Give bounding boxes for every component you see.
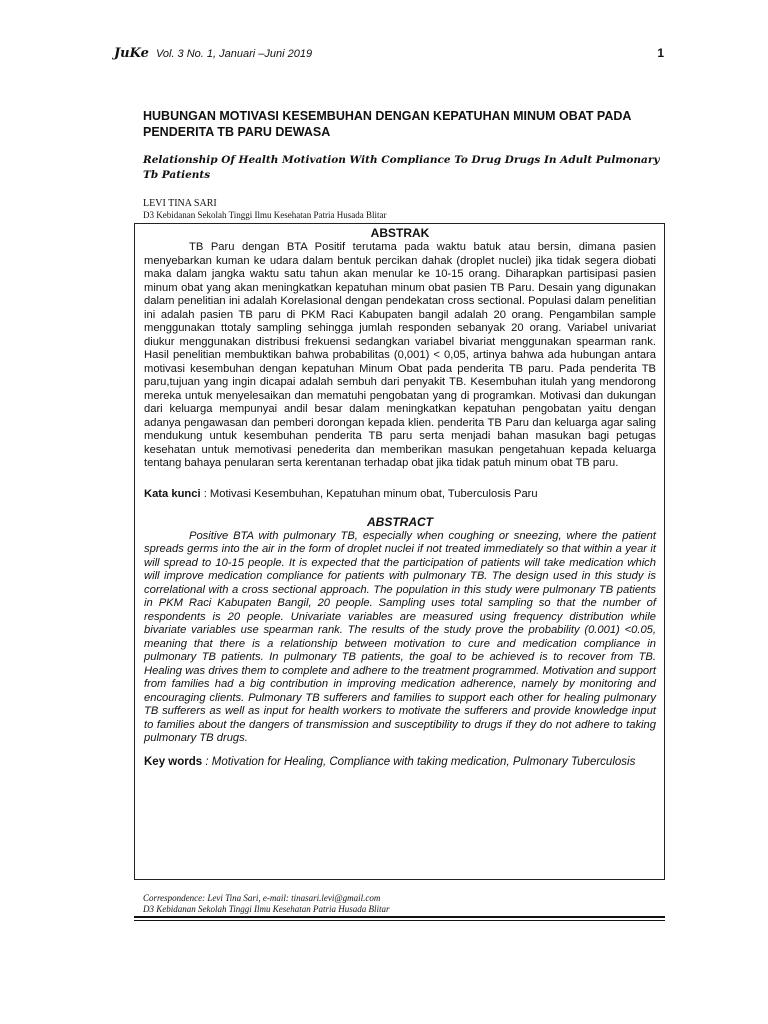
key-words-list: : Motivation for Healing, Compliance with taking medication, Pulmonary Tuberculosis (205, 755, 636, 768)
kata-kunci (144, 487, 656, 501)
abstract-heading: ABSTRACT (367, 514, 433, 529)
footer-rule (134, 916, 665, 918)
abstrak-heading: ABSTRAK (370, 226, 430, 240)
running-header (114, 46, 664, 64)
journal-name: JuKe (114, 46, 149, 61)
journal-citation (114, 46, 312, 61)
key-words (144, 755, 656, 769)
journal-issue: Vol. 3 No. 1, Januari –Juni 2019 (155, 48, 313, 60)
correspondence-footer (143, 893, 390, 915)
abstract-body: Positive BTA with pulmonary TB, especially when coughing or sneezing, where the patient spreads germs into the air in the form of droplet nuclei if not treated immediately so that within a year it will spread to 10-15 people. It is expected that the participation of patients will take medication which will improve medication compliance for patients with pulmonary TB. The design used in this study is correlational with a cross sectional approach. The population in this study were pulmonary TB patients in PKM Raci Kabupaten Bangil, 20 people. Sampling uses total sampling so that the number of respondents is 20 people. Univariate variables are measured using frequency distribution while bivariate variables use spearman rank. The results of the study prove the probability (0.001) <0.05, meaning that there is a relationship between motivation to cure and medication compliance in pulmonary TB patients. In pulmonary TB patients, the goal to be achieved is to recover from TB. Healing was drives them to complete and adhere to the treatment programmed. Motivation and support from families had a big contribution in improving medication adherence, namely by monitoring and encouraging clients. Pulmonary TB sufferers and families to support each other for healing pulmonary TB sufferers as well as input for health workers to motivate the sufferers and provide knowledge input to families about the dangers of transmission and susceptibility to drugs if they do not adhere to taking pulmonary TB drugs. (144, 529, 656, 744)
footer-rule-thin (134, 920, 665, 921)
kata-kunci-list: : Motivasi Kesembuhan, Kepatuhan minum obat, Tuberculosis Paru (203, 487, 538, 500)
author-affiliation: D3 Kebidanan Sekolah Tinggi Ilmu Kesehatan Patria Husada Blitar (143, 210, 387, 220)
abstract-box (134, 223, 665, 880)
page-number: 1 (657, 46, 664, 60)
abstrak-body: TB Paru dengan BTA Positif terutama pada waktu batuk atau bersin, dimana pasien menyebarkan kuman ke udara dalam bentuk percikan dahak (droplet nuclei) jika tidak segera diobati maka dalam jangka waktu satu tahun akan menular ke 10-15 orang. Diharapkan partisipasi pasien minum obat yang akan meningkatkan kepatuhan minum obat pasien TB Paru. Desain yang digunakan dalam penelitian ini adalah Korelasional dengan pendekatan cross sectional. Populasi dalam penelitian ini adalah pasien TB paru di PKM Raci Kabupaten bangil adalah 20 orang. Pengambilan sample menggunakan ttotaly sampling sehingga jumlah responden sebanyak 20 orang. Variabel univariat diukur menggunakan distribusi frekuensi sedangkan variabel bivariat menggunakan spearman rank. Hasil penelitian membuktikan bahwa probabilitas (0,001) < 0,05, artinya bahwa ada hubungan antara motivasi kesembuhan dengan kepatuhan Minum Obat pada penderita TB paru. Pada penderita TB paru,tujuan yang ingin dicapai adalah sembuh dari penyakit TB. Kesembuhan itulah yang mendorong mereka untuk menyelesaikan dan mematuhi pengobatan yang di programkan. Motivasi dan dukungan dari keluarga mempunyai andil besar dalam meningkatkan kepatuhan pengobatan yaitu dengan adanya pengawasan dan pemberi dorongan kepada klien. penderita TB Paru dan keluarga agar saling mendukung untuk kesembuhan penderita TB paru serta menjadi bahan masukan bagi petugas kesehatan untuk memotivasi penederita dan memberikan masukan pengetahuan kepada keluarga tentang bahaya penularan serta kerentanan terhadap obat jika tidak patuh minum obat TB paru. (144, 241, 656, 469)
key-words-label: Key words (144, 755, 203, 768)
correspondence-line: Correspondence: Levi Tina Sari, e-mail: tinasari.levi@gmail.com (143, 893, 381, 903)
kata-kunci-label: Kata kunci (144, 487, 201, 500)
author-name: LEVI TINA SARI (143, 198, 217, 209)
footer-affiliation: D3 Kebidanan Sekolah Tinggi Ilmu Kesehatan Patria Husada Blitar (143, 904, 390, 914)
article-subtitle: Relationship Of Health Motivation With Compliance To Drug Drugs In Adult Pulmonary Tb Patients (143, 154, 660, 181)
article-title: HUBUNGAN MOTIVASI KESEMBUHAN DENGAN KEPATUHAN MINUM OBAT PADA PENDERITA TB PARU DEWASA (143, 109, 631, 139)
